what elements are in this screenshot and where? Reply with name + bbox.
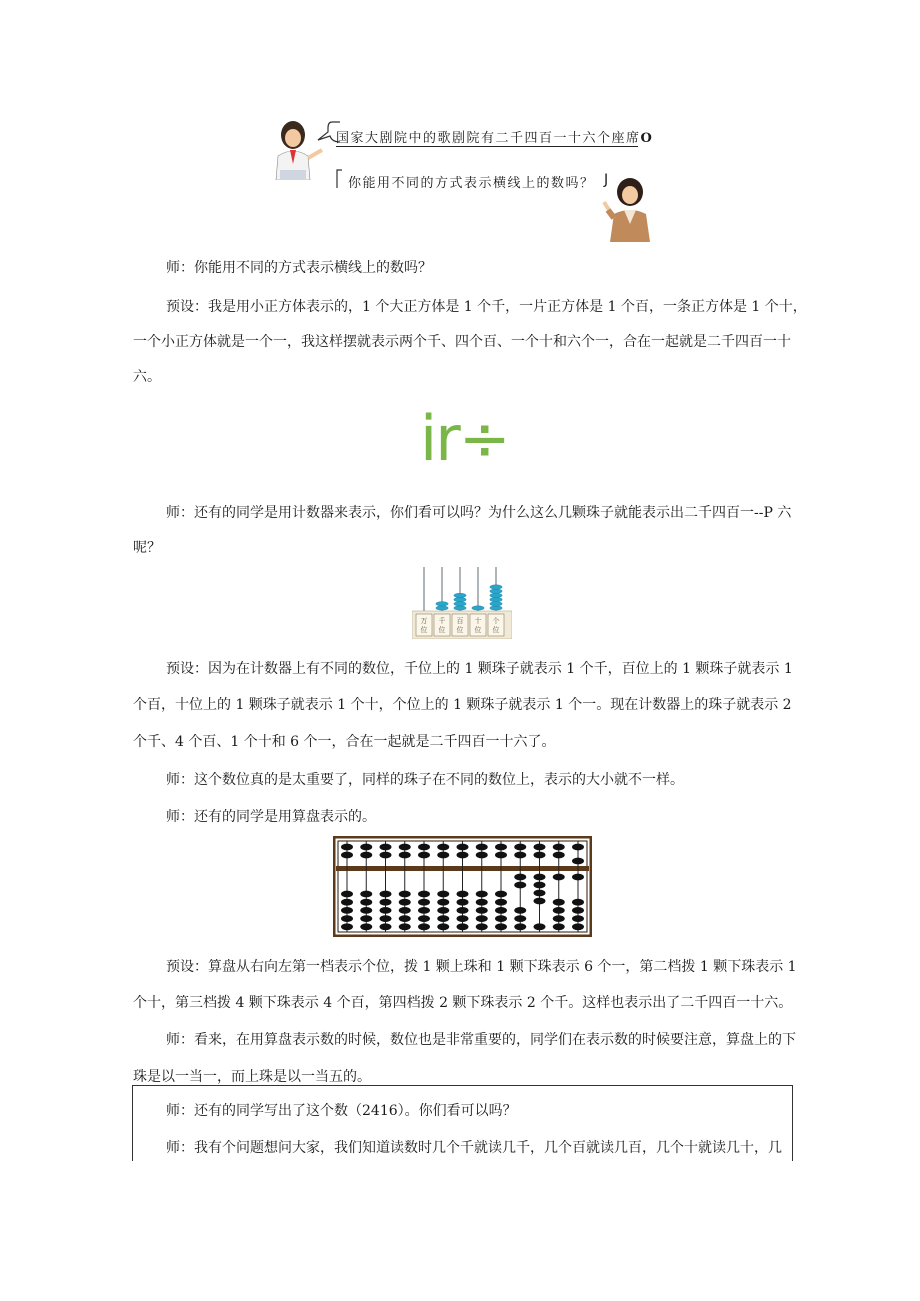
suanpan-lower-bead <box>514 915 526 922</box>
suanpan-lower-bead <box>399 923 411 930</box>
text-line: 六。 <box>133 369 161 385</box>
suanpan-upper-bead <box>553 852 565 859</box>
suanpan-lower-bead <box>495 891 507 898</box>
bubble-question-2: 你能用不同的方式表示横线上的数吗？ <box>348 176 595 191</box>
suanpan-lower-bead <box>514 874 526 881</box>
suanpan-lower-bead <box>360 891 372 898</box>
suanpan-upper-bead <box>399 844 411 851</box>
text-line: 呢？ <box>133 540 161 556</box>
text-line: 预设：我是用小正方体表示的，1 个大正方体是 1 个千，一片正方体是 1 个百，一条正方体是 1 个十， <box>166 299 807 315</box>
suanpan-lower-bead <box>495 899 507 906</box>
suanpan-lower-bead <box>476 891 488 898</box>
suanpan-lower-bead <box>380 899 392 906</box>
counter-label: 位 <box>456 626 464 634</box>
suanpan-upper-bead <box>457 844 469 851</box>
counter-label: 百 <box>456 617 464 625</box>
suanpan-lower-bead <box>437 923 449 930</box>
suanpan-lower-bead <box>495 923 507 930</box>
suanpan-lower-bead <box>457 923 469 930</box>
counter-label: 位 <box>474 626 482 634</box>
text-line: 师：看来，在用算盘表示数的时候，数位也是非常重要的，同学们在表示数的时候要注意，算盘上的下 <box>166 1032 796 1048</box>
suanpan-lower-bead <box>360 907 372 914</box>
suanpan-lower-bead <box>380 923 392 930</box>
suanpan-lower-bead <box>457 907 469 914</box>
suanpan-lower-bead <box>418 899 430 906</box>
suanpan-lower-bead <box>514 907 526 914</box>
counter-bead <box>490 585 502 589</box>
counter-bead <box>490 597 502 601</box>
suanpan-upper-bead <box>437 844 449 851</box>
counter-bead <box>472 606 484 610</box>
counter-label: 位 <box>420 626 428 634</box>
suanpan-lower-bead <box>360 899 372 906</box>
suanpan-upper-bead <box>476 852 488 859</box>
suanpan-upper-bead <box>572 844 584 851</box>
teacher-figure <box>598 176 658 242</box>
counter-bead <box>490 606 502 610</box>
text-line: 师：还有的同学是用计数器来表示，你们看可以吗？为什么这么几颗珠子就能表示出二千四百一--P 六 <box>166 505 792 521</box>
suanpan-lower-bead <box>534 874 546 881</box>
suanpan-lower-bead <box>514 923 526 930</box>
boxed-line-2: 师：我有个问题想问大家，我们知道读数时几个千就读几千，几个百就读几百，几个十就读几十，几 <box>166 1140 782 1156</box>
text-line: 珠是以一当一，而上珠是以一当五的。 <box>133 1069 371 1085</box>
suanpan-upper-bead <box>553 844 565 851</box>
counter-bead <box>490 602 502 606</box>
text-line: 一个小正方体就是一个一，我这样摆就表示两个千、四个百、一个十和六个一，合在一起就是二千四百一十 <box>133 334 791 350</box>
suanpan-lower-bead <box>437 907 449 914</box>
counter-label: 位 <box>492 626 500 634</box>
suanpan-upper-bead <box>495 844 507 851</box>
suanpan-lower-bead <box>418 891 430 898</box>
suanpan-lower-bead <box>495 915 507 922</box>
suanpan-lower-bead <box>399 899 411 906</box>
text-line: 预设：因为在计数器上有不同的数位，千位上的 1 颗珠子就表示 1 个千，百位上的 1 颗珠子就表示 1 <box>166 661 793 677</box>
suanpan-upper-bead <box>341 852 353 859</box>
counter-bead <box>454 602 466 606</box>
suanpan-lower-bead <box>360 915 372 922</box>
suanpan-lower-bead <box>572 899 584 906</box>
suanpan-upper-bead <box>514 852 526 859</box>
counter-bead <box>490 593 502 597</box>
suanpan-upper-bead <box>418 844 430 851</box>
suanpan-lower-bead <box>437 899 449 906</box>
suanpan-upper-bead <box>380 852 392 859</box>
suanpan-lower-bead <box>514 882 526 889</box>
counter-label: 千 <box>438 617 446 625</box>
suanpan-lower-bead <box>476 907 488 914</box>
suanpan-upper-bead <box>380 844 392 851</box>
teacher-remark-place-value: 师：这个数位真的是太重要了，同样的珠子在不同的数位上，表示的大小就不一样。 <box>166 772 684 788</box>
suanpan-upper-bead <box>360 852 372 859</box>
counter-bead <box>454 597 466 601</box>
suanpan-lower-bead <box>437 891 449 898</box>
suanpan-lower-bead <box>341 907 353 914</box>
suanpan-upper-bead <box>399 852 411 859</box>
suanpan-lower-bead <box>553 907 565 914</box>
suanpan-lower-bead <box>457 899 469 906</box>
suanpan-lower-bead <box>534 890 546 897</box>
teacher-question-1: 师：你能用不同的方式表示横线上的数吗？ <box>166 260 432 276</box>
counter-bead <box>454 606 466 610</box>
place-value-counter <box>412 565 512 639</box>
suanpan-upper-bead <box>514 844 526 851</box>
suanpan-lower-bead <box>457 891 469 898</box>
counter-bead <box>436 606 448 610</box>
suanpan-lower-bead <box>418 923 430 930</box>
counter-bead <box>436 602 448 606</box>
suanpan-lower-bead <box>553 899 565 906</box>
suanpan-upper-bead <box>534 844 546 851</box>
suanpan-lower-bead <box>418 915 430 922</box>
suanpan-lower-bead <box>341 891 353 898</box>
suanpan-lower-bead <box>553 915 565 922</box>
counter-label: 个 <box>492 617 500 625</box>
suanpan-lower-bead <box>418 907 430 914</box>
suanpan-lower-bead <box>380 907 392 914</box>
suanpan-lower-bead <box>476 899 488 906</box>
suanpan-upper-bead <box>476 844 488 851</box>
suanpan-upper-bead <box>572 858 584 865</box>
suanpan-lower-bead <box>457 915 469 922</box>
suanpan-upper-bead <box>418 852 430 859</box>
boxed-line-1: 师：还有的同学写出了这个数（2416）。你们看可以吗？ <box>166 1103 517 1119</box>
suanpan-lower-bead <box>399 915 411 922</box>
text-line: 个十，第三档拨 4 颗下珠表示 4 个百，第四档拨 2 颗下珠表示 2 个千。这样也表示出了二千四百一十六。 <box>133 995 793 1011</box>
bubble-2-mark: J <box>604 172 609 188</box>
suanpan-lower-bead <box>380 891 392 898</box>
suanpan-lower-bead <box>399 891 411 898</box>
suanpan-lower-bead <box>341 899 353 906</box>
counter-label: 十 <box>474 617 482 625</box>
suanpan-upper-bead <box>534 852 546 859</box>
bubble-2-bracket <box>334 168 344 190</box>
suanpan-lower-bead <box>341 923 353 930</box>
suanpan-lower-bead <box>572 907 584 914</box>
suanpan-lower-bead <box>534 898 546 905</box>
suanpan-upper-bead <box>360 844 372 851</box>
suanpan-upper-bead <box>437 852 449 859</box>
suanpan-lower-bead <box>476 915 488 922</box>
text-line: 预设：算盘从右向左第一档表示个位，拨 1 颗上珠和 1 颗下珠表示 6 个一，第二档拨 1 颗下珠表示 1 <box>166 959 797 975</box>
suanpan-lower-bead <box>341 915 353 922</box>
green-glyph-artifact: ir÷ <box>420 402 509 475</box>
counter-label: 位 <box>438 626 446 634</box>
suanpan-lower-bead <box>572 915 584 922</box>
suanpan-lower-bead <box>534 882 546 889</box>
text-line: 个百，十位上的 1 颗珠子就表示 1 个十，个位上的 1 颗珠子就表示 1 个一。现在计数器上的珠子就表示 2 <box>133 697 792 713</box>
suanpan-lower-bead <box>534 923 546 930</box>
suanpan-abacus <box>333 836 592 937</box>
counter-bead <box>454 593 466 597</box>
suanpan-upper-bead <box>341 844 353 851</box>
teacher-remark-suanpan: 师：还有的同学是用算盘表示的。 <box>166 809 376 825</box>
bubble-question-1: 国家大剧院中的歌剧院有二千四百一十六个座席O <box>336 127 638 147</box>
suanpan-lower-bead <box>553 874 565 881</box>
suanpan-lower-bead <box>553 923 565 930</box>
suanpan-lower-bead <box>399 907 411 914</box>
suanpan-lower-bead <box>360 923 372 930</box>
suanpan-upper-bead <box>457 852 469 859</box>
suanpan-lower-bead <box>572 923 584 930</box>
suanpan-upper-bead <box>495 852 507 859</box>
suanpan-lower-bead <box>476 923 488 930</box>
counter-bead <box>490 589 502 593</box>
suanpan-lower-bead <box>572 874 584 881</box>
suanpan-lower-bead <box>380 915 392 922</box>
counter-label: 万 <box>420 617 428 625</box>
text-line: 个千、4 个百、1 个十和 6 个一，合在一起就是二千四百一十六了。 <box>133 734 556 750</box>
suanpan-lower-bead <box>437 915 449 922</box>
suanpan-lower-bead <box>495 907 507 914</box>
